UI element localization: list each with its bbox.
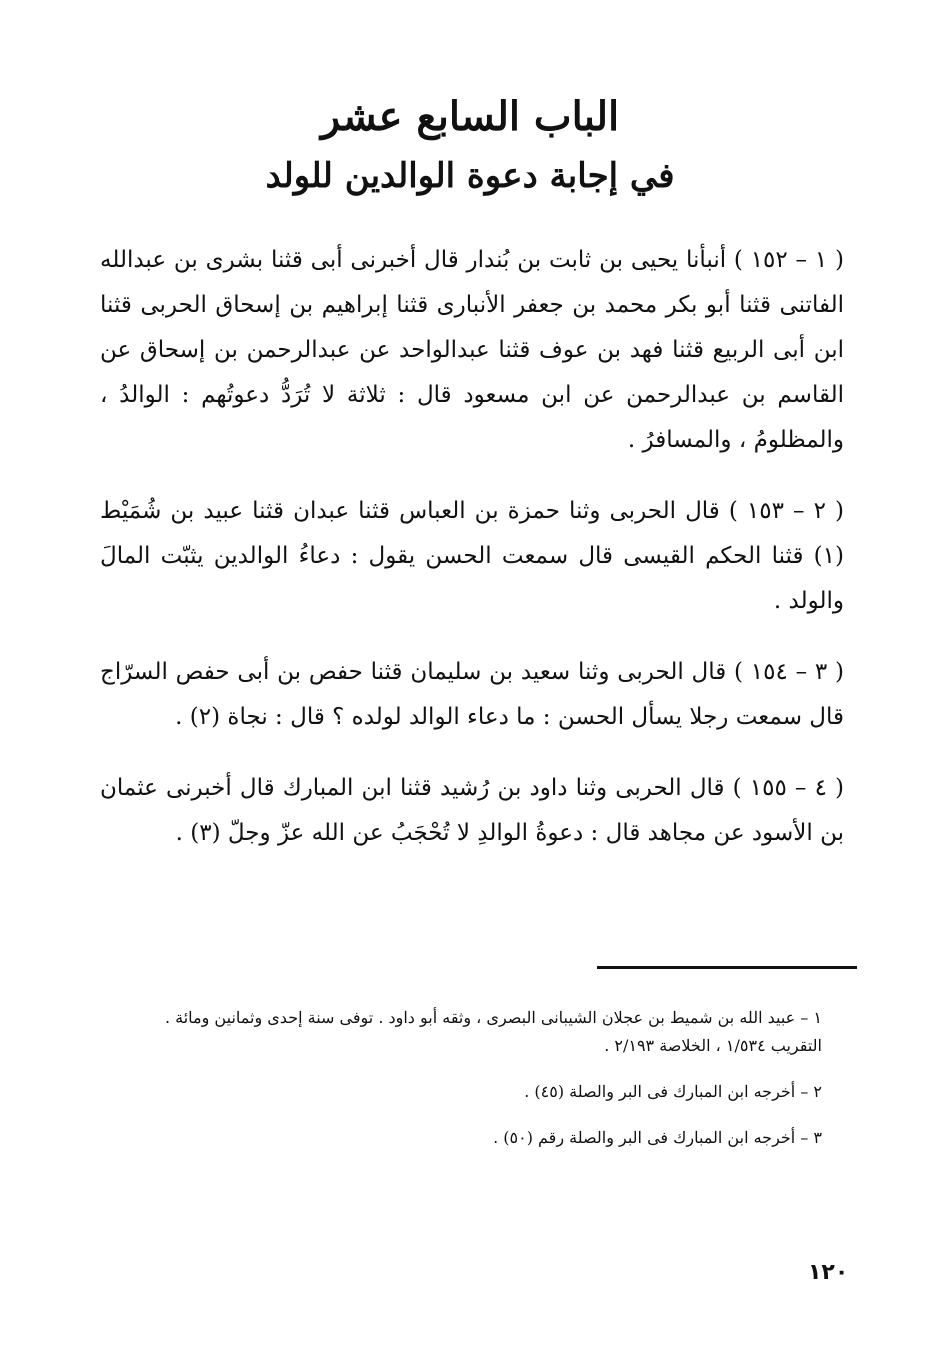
footnote-1: ١ – عبيد الله بن شميط بن عجلان الشيبانى البصرى ، وثقه أبو داود . توفى سنة إحدى وثمانين ومائة . [164, 1008, 822, 1027]
chapter-title: الباب السابع عشر [320, 93, 620, 140]
footnote-1-reference: التقريب ١/٥٣٤ ، الخلاصة ٢/١٩٣ . [604, 1036, 822, 1055]
footnote-divider [597, 966, 857, 969]
paragraph-155: ( ٤ – ١٥٥ ) قال الحربى وثنا داود بن رُشيد قثنا ابن المبارك قال أخبرنى عثمان بن الأسود عن مجاهد قال : دعوةُ الوالدِ لا تُحْجَبُ عن الله عزّ وجلّ (٣) . [100, 775, 845, 846]
footnote-3: ٣ – أخرجه ابن المبارك فى البر والصلة رقم (٥٠) . [493, 1128, 822, 1147]
page-number: ١٢٠ [808, 1260, 849, 1285]
paragraph-154: ( ٣ – ١٥٤ ) قال الحربى وثنا سعيد بن سليمان قثنا حفص بن أبى حفص السرّاج قال سمعت رجلا يسأل الحسن : ما دعاء الوالد لولده ؟ قال : نجاة (٢) . [100, 659, 844, 730]
paragraph-153: ( ٢ – ١٥٣ ) قال الحربى وثنا حمزة بن العباس قثنا عبدان قثنا عبيد بن شُمَيْط (١) قثنا الحكم القيسى قال سمعت الحسن يقول : دعاءُ الوالدين يثبّت المالَ والولد . [100, 498, 844, 614]
footnote-2: ٢ – أخرجه ابن المبارك فى البر والصلة (٤٥) . [524, 1082, 822, 1101]
paragraph-152: ( ١ – ١٥٢ ) أنبأنا يحيى بن ثابت بن بُندار قال أخبرنى أبى قثنا بشرى بن عبدالله الفاتنى قثنا أبو بكر محمد بن جعفر الأنبارى قثنا إبراهيم بن إسحاق الحربى قثنا ابن أبى الربيع قثنا فهد بن عوف قثنا عبدالواحد عن عبدالرحمن بن إسحاق عن القاسم بن عبدالرحمن عن ابن مسعود قال : ثلاثة لا تُرَدُّ دعوتُهم : الوالدُ ، والمظلومُ ، والمسافرُ . [100, 247, 844, 453]
footnotes [100, 1004, 822, 1152]
main-text [100, 238, 844, 882]
chapter-subtitle: في إجابة دعوة الوالدين للولد [265, 156, 675, 196]
